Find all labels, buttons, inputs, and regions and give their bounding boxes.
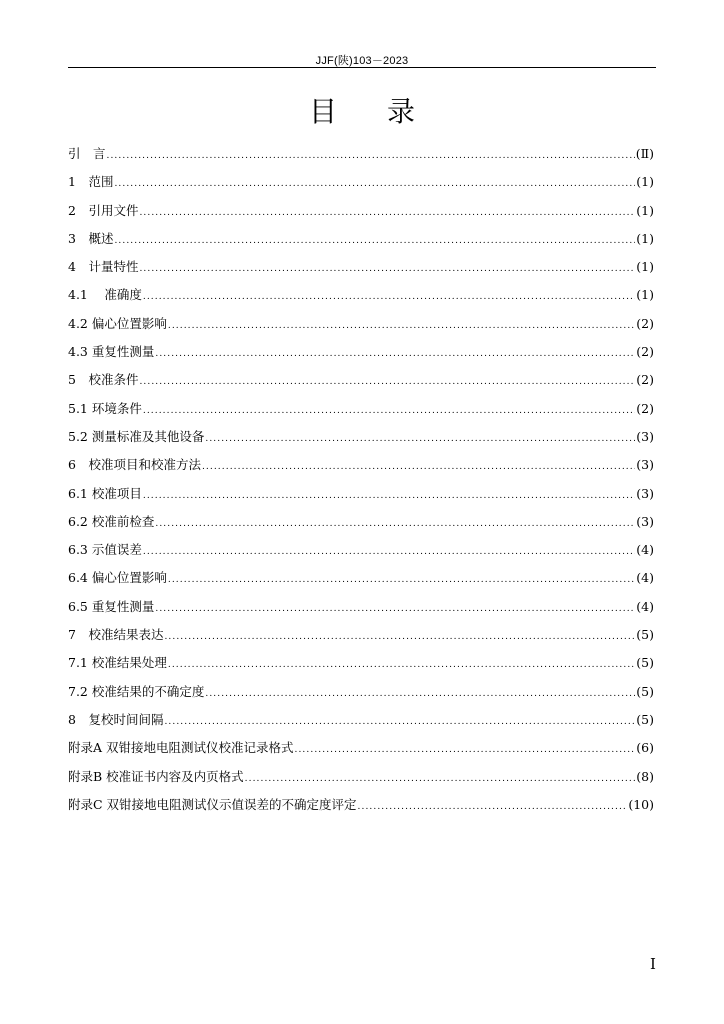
toc-leader-dots: [164, 708, 635, 736]
toc-leader-dots: [143, 482, 635, 510]
toc-entry[interactable]: [68, 281, 654, 309]
toc-entry[interactable]: [68, 564, 654, 592]
toc-entry[interactable]: [68, 678, 654, 706]
toc-entry[interactable]: [68, 338, 654, 366]
toc-entry-page: (2): [636, 400, 654, 416]
toc-entry-label: 附录B 校准证书内容及内页格式: [68, 768, 244, 784]
toc-entry[interactable]: [68, 536, 654, 564]
toc-entry[interactable]: [68, 734, 654, 762]
toc-entry-page: (1): [636, 230, 654, 246]
toc-entry[interactable]: [68, 480, 654, 508]
toc-leader-dots: [139, 255, 635, 283]
toc-entry[interactable]: [68, 423, 654, 451]
toc-entry-label: 7 校准结果表达: [68, 627, 164, 643]
toc-leader-dots: [205, 680, 635, 708]
toc-entry-label: 5 校准条件: [68, 372, 139, 388]
toc-entry-page: (1): [636, 174, 654, 190]
toc-entry-page: (3): [636, 513, 654, 529]
toc-entry-page: (3): [636, 485, 654, 501]
toc-leader-dots: [202, 453, 635, 481]
toc-entry[interactable]: [68, 253, 654, 281]
toc-entry[interactable]: [68, 140, 654, 168]
toc-leader-dots: [139, 368, 635, 396]
toc-leader-dots: [143, 397, 635, 425]
toc-leader-dots: [155, 510, 635, 538]
toc-entry-page: (2): [636, 344, 654, 360]
toc-leader-dots: [245, 765, 636, 793]
toc-entry-page: (4): [636, 598, 654, 614]
toc-leader-dots: [155, 340, 635, 368]
toc-entry[interactable]: [68, 225, 654, 253]
toc-entry-page: (3): [636, 428, 654, 444]
toc-leader-dots: [168, 651, 635, 679]
toc-entry-label: 2 引用文件: [68, 202, 139, 218]
toc-entry-page: (4): [636, 570, 654, 586]
toc-leader-dots: [139, 199, 635, 227]
toc-entry-label: 6.5 重复性测量: [68, 598, 155, 614]
toc-entry-label: 4.2 偏心位置影响: [68, 315, 167, 331]
toc-leader-dots: [168, 566, 635, 594]
toc-entry-page: (8): [636, 768, 654, 784]
toc-entry-label: 4.1 准确度: [68, 287, 142, 303]
toc-leader-dots: [358, 793, 628, 821]
toc-entry[interactable]: [68, 791, 654, 819]
toc-entry-page: (Ⅱ): [635, 146, 654, 161]
toc-leader-dots: [114, 170, 635, 198]
toc-entry-label: 引 言: [68, 146, 106, 161]
toc-entry[interactable]: [68, 366, 654, 394]
toc-entry-label: 5.1 环境条件: [68, 400, 142, 416]
toc-entry[interactable]: [68, 395, 654, 423]
toc-leader-dots: [295, 736, 636, 764]
title-char-left: 目: [308, 95, 337, 128]
page-title: [68, 90, 656, 130]
toc-leader-dots: [164, 623, 635, 651]
toc-entry-page: (2): [636, 372, 654, 388]
title-char-right: 录: [387, 95, 416, 128]
toc-entry-label: 6.2 校准前检查: [68, 513, 155, 529]
toc-leader-dots: [114, 227, 635, 255]
toc-entry-page: (1): [636, 287, 654, 303]
toc-leader-dots: [205, 425, 635, 453]
toc-entry-label: 6.4 偏心位置影响: [68, 570, 167, 586]
toc-entry[interactable]: [68, 168, 654, 196]
toc-entry[interactable]: [68, 508, 654, 536]
toc-leader-dots: [168, 312, 635, 340]
toc-entry-label: 附录A 双钳接地电阻测试仪校准记录格式: [68, 740, 294, 756]
toc-entry-page: (1): [636, 202, 654, 218]
toc-entry[interactable]: [68, 621, 654, 649]
toc-entry-label: 8 复校时间间隔: [68, 711, 164, 727]
toc-entry-label: 4 计量特性: [68, 259, 139, 275]
toc-entry-label: 7.1 校准结果处理: [68, 655, 167, 671]
toc-entry-label: 4.3 重复性测量: [68, 344, 155, 360]
toc-leader-dots: [155, 595, 635, 623]
toc-entry-page: (6): [636, 740, 654, 756]
toc-leader-dots: [143, 283, 635, 311]
toc-entry-page: (5): [636, 711, 654, 727]
toc-entry-label: 5.2 测量标准及其他设备: [68, 428, 205, 444]
table-of-contents: [68, 140, 654, 819]
toc-entry-page: (10): [628, 796, 654, 812]
toc-entry-page: (3): [636, 457, 654, 473]
toc-entry[interactable]: [68, 593, 654, 621]
toc-entry-label: 6.3 示值误差: [68, 542, 142, 558]
toc-entry-label: 3 概述: [68, 230, 114, 246]
toc-entry[interactable]: [68, 310, 654, 338]
toc-entry-label: 附录C 双钳接地电阻测试仪示值误差的不确定度评定: [68, 796, 357, 812]
toc-entry-label: 1 范围: [68, 174, 114, 190]
toc-entry[interactable]: [68, 451, 654, 479]
toc-entry-page: (5): [636, 627, 654, 643]
page-number: I: [650, 955, 656, 973]
document-code-header: JJF(陕)103－2023: [315, 55, 409, 67]
toc-entry[interactable]: [68, 197, 654, 225]
toc-entry-label: 7.2 校准结果的不确定度: [68, 683, 205, 699]
toc-leader-dots: [143, 538, 635, 566]
toc-entry-label: 6.1 校准项目: [68, 485, 142, 501]
toc-entry[interactable]: [68, 763, 654, 791]
toc-entry[interactable]: [68, 706, 654, 734]
toc-leader-dots: [107, 142, 635, 170]
toc-entry-page: (5): [636, 683, 654, 699]
toc-entry-page: (1): [636, 259, 654, 275]
toc-entry-label: 6 校准项目和校准方法: [68, 457, 201, 473]
toc-entry-page: (4): [636, 542, 654, 558]
toc-entry-page: (5): [636, 655, 654, 671]
header-divider: [68, 67, 656, 68]
toc-entry-page: (2): [636, 315, 654, 331]
toc-entry[interactable]: [68, 649, 654, 677]
